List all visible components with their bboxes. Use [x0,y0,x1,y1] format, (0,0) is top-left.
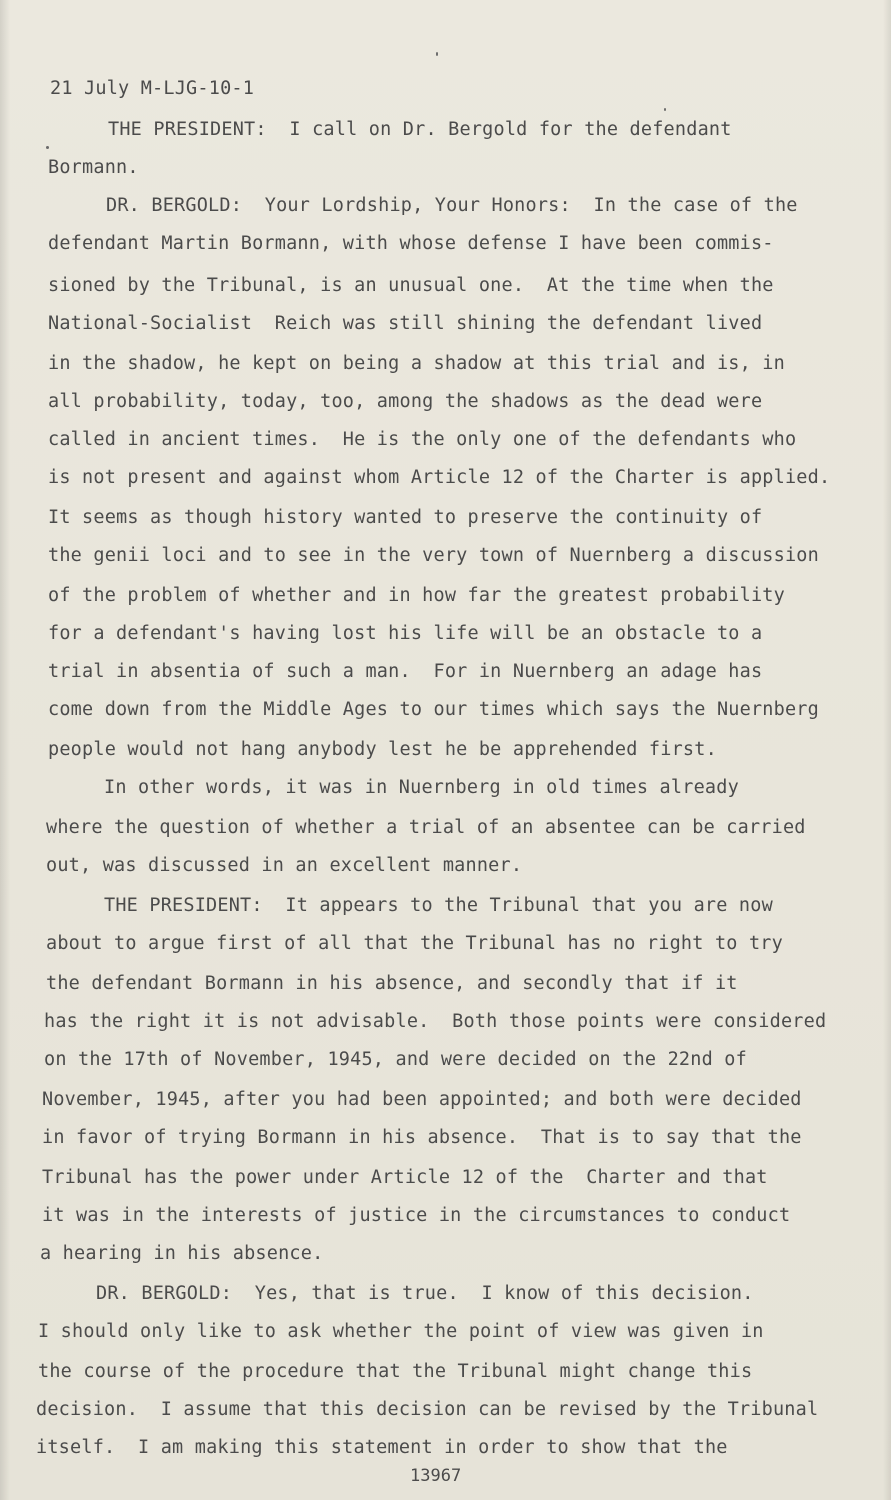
text-line-34: decision. I assume that this decision can be revised by the Tribunal [36,1399,819,1420]
text-line-16: come down from the Middle Ages to our times which says the Nuernberg [48,699,819,720]
text-line-5: sioned by the Tribunal, is an unusual one. At the time when the [48,275,774,296]
text-line-22: about to argue first of all that the Tribunal has no right to try [46,933,783,954]
text-line-17: people would not hang anybody lest he be apprehended first. [48,739,717,760]
text-line-7: in the shadow, he kept on being a shadow at this trial and is, in [48,353,785,374]
text-line-35: itself. I am making this statement in order to show that the [36,1437,728,1458]
document-header: 21 July M-LJG-10-1 [50,78,255,99]
text-line-33: the course of the procedure that the Tribunal might change this [38,1361,753,1382]
text-line-26: November, 1945, after you had been appointed; and both were decided [42,1089,802,1110]
text-line-10: is not present and against whom Article 12 of the Charter is applied. [48,467,831,488]
text-line-24: has the right it is not advisable. Both those points were considered [44,1011,827,1032]
text-line-2: Bormann. [48,157,139,178]
text-line-21: THE PRESIDENT: It appears to the Tribunal that you are now [104,895,773,916]
text-line-15: trial in absentia of such a man. For in Nuernberg an adage has [48,661,763,682]
text-line-27: in favor of trying Bormann in his absence. That is to say that the [42,1127,802,1148]
text-line-32: I should only like to ask whether the point of view was given in [38,1321,764,1342]
text-line-20: out, was discussed in an excellent manner. [46,855,523,876]
text-line-25: on the 17th of November, 1945, and were decided on the 22nd of [44,1049,747,1070]
ink-speck [664,108,666,111]
page-edge-right [883,0,891,1500]
text-line-31: DR. BERGOLD: Yes, that is true. I know of this decision. [96,1283,754,1304]
text-line-12: the genii loci and to see in the very town of Nuernberg a discussion [48,545,819,566]
text-line-11: It seems as though history wanted to preserve the continuity of [48,507,763,528]
text-line-9: called in ancient times. He is the only one of the defendants who [48,429,797,450]
text-line-8: all probability, today, too, among the shadows as the dead were [48,391,763,412]
page-edge-left [0,0,10,1500]
text-line-28: Tribunal has the power under Article 12 of the Charter and that [42,1167,768,1188]
text-line-13: of the problem of whether and in how far the greatest probability [48,585,785,606]
text-line-23: the defendant Bormann in his absence, and secondly that if it [46,973,738,994]
text-line-3: DR. BERGOLD: Your Lordship, Your Honors: In the case of the [106,195,798,216]
ink-speck [46,146,49,149]
ink-speck [436,52,438,56]
text-line-6: National-Socialist Reich was still shining the defendant lived [48,313,763,334]
text-line-1: THE PRESIDENT: I call on Dr. Bergold for the defendant [108,119,732,140]
page-number: 13967 [410,1466,462,1486]
text-line-19: where the question of whether a trial of an absentee can be carried [46,817,806,838]
text-line-30: a hearing in his absence. [40,1243,324,1264]
text-line-4: defendant Martin Bormann, with whose defense I have been commis- [48,233,774,254]
text-line-29: it was in the interests of justice in the circumstances to conduct [42,1205,791,1226]
text-line-14: for a defendant's having lost his life will be an obstacle to a [48,623,763,644]
text-line-18: In other words, it was in Nuernberg in old times already [104,777,739,798]
